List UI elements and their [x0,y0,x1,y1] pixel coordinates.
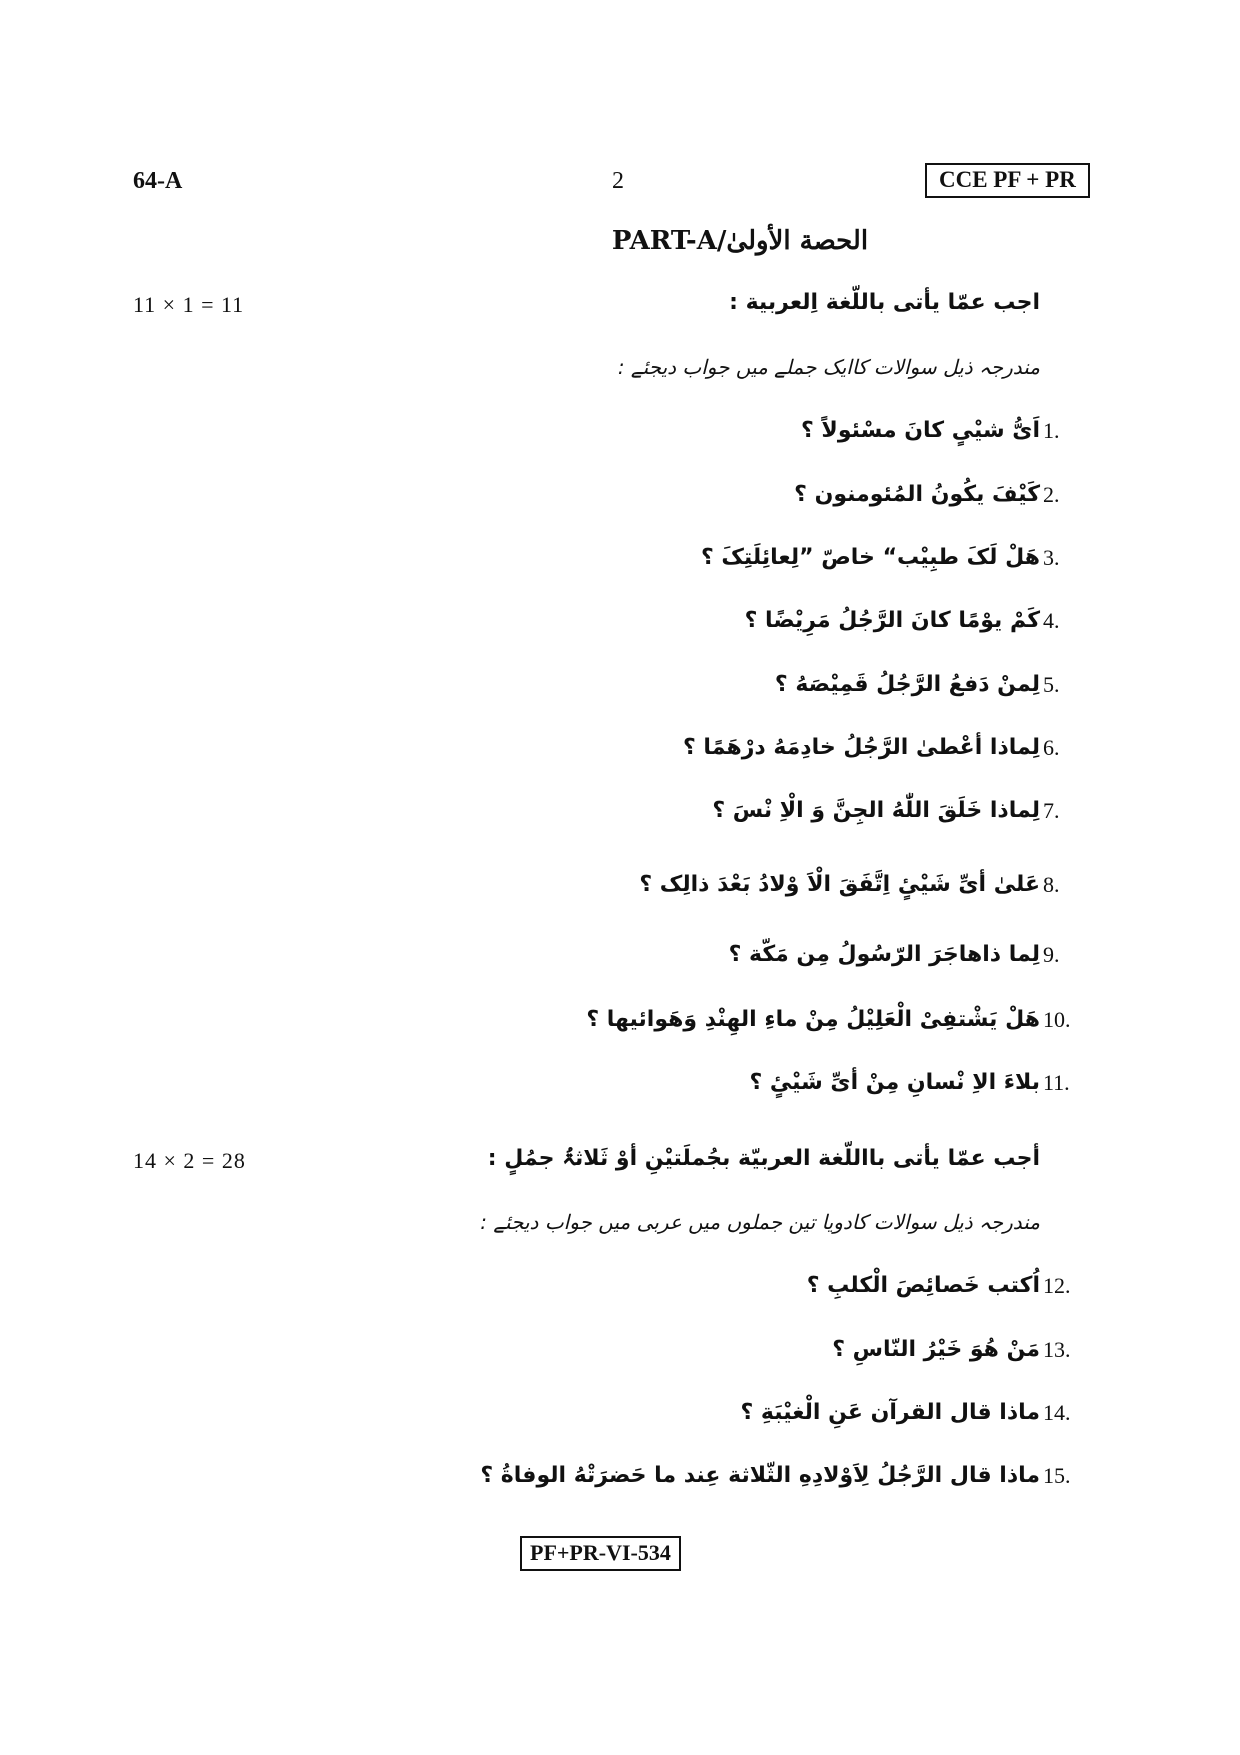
section1-instruction-urdu: مندرجہ ذیل سوالات کاایک جملے میں جواب دیجئے : [617,355,1040,379]
question-number: 5. [1043,672,1060,697]
question-number: 1. [1043,418,1060,443]
question-item [0,1463,1240,1503]
question-item [0,1337,1240,1377]
question-item [0,735,1240,775]
question-number: 12. [1043,1273,1071,1298]
question-text: اُکتب خَصائِصَ الْکلبِ ؟ [806,1273,1040,1298]
question-item [0,872,1240,912]
page-number: 2 [612,168,624,194]
paper-code: 64-A [133,168,183,194]
question-text: عَلیٰ أیِّ شَیْیٍٔ اِتَّفَقَ الْاَ وْلادُ بَعْدَ ذالِک ؟ [639,872,1040,897]
question-number: 8. [1043,872,1060,897]
question-number: 13. [1043,1337,1071,1362]
section1-instruction-arabic: اجب عمّا یأتی باللّغة اِلعربیة : [729,290,1040,315]
question-item [0,672,1240,712]
question-number: 10. [1043,1007,1071,1032]
question-number: 9. [1043,942,1060,967]
question-number: 7. [1043,798,1060,823]
question-number: 3. [1043,545,1060,570]
question-text: لِما ذاهاجَرَ الرّسُولُ مِن مَکّة ؟ [728,942,1040,967]
question-text: بلاءَ الاِ نْسانِ مِنْ أیِّ شَیْیٍٔ ؟ [749,1070,1040,1095]
question-text: اَیُّ شیْیٍ کانَ مسْئولاً ؟ [801,418,1040,443]
question-item [0,798,1240,838]
part-title: الحصة الأولیٰ/PART-A [611,226,869,256]
subject-code-box: CCE PF + PR [925,163,1090,198]
question-number: 4. [1043,608,1060,633]
section2-marks: 14 × 2 = 28 [133,1148,246,1173]
question-text: هَلْ لَکَ طبِیْب“ خاصّ ”لِعائِلَتِکَ ؟ [700,545,1040,570]
section2-instruction-arabic: أجب عمّا یأتی بااللّغة العربیّة بجُملَتیْنِ أوْ ثَلاثۃُ جمُلٍ : [487,1146,1040,1171]
question-text: لِماذا أعْطیٰ الرَّجُلُ خادِمَهُ درْهَمًا ؟ [683,735,1040,760]
section2-instruction-urdu: مندرجہ ذیل سوالات کادویا تین جملوں میں عربی میں جواب دیجئے : [480,1210,1040,1234]
question-number: 15. [1043,1463,1071,1488]
question-text: کَیْفَ یکُونُ المُئومنون ؟ [794,482,1040,507]
question-item [0,1273,1240,1313]
question-text: ماذا قال الرَّجُلُ لِاَوْلادِهِ الثّلاثة عِند ما حَضرَتْهُ الوفاةُ ؟ [480,1463,1040,1488]
question-text: کَمْ یوْمًا کانَ الرَّجُلُ مَرِیْضًا ؟ [744,608,1040,633]
question-item [0,1007,1240,1047]
question-item [0,482,1240,522]
question-number: 2. [1043,482,1060,507]
question-number: 11. [1043,1070,1070,1095]
question-text: هَلْ یَشْتفِیْ الْعَلِیْلُ مِنْ ماءِ الهِنْدِ وَهَوائیها ؟ [586,1007,1040,1032]
question-item [0,1400,1240,1440]
question-item [0,418,1240,458]
section1-marks: 11 × 1 = 11 [133,292,245,317]
question-item [0,942,1240,982]
question-item [0,608,1240,648]
question-number: 6. [1043,735,1060,760]
question-text: مَنْ هُوَ خَیْرُ النّاسِ ؟ [832,1337,1040,1362]
footer-code-box: PF+PR-VI-534 [520,1536,681,1571]
question-text: ماذا قال القرآن عَنِ الْغیْبَةِ ؟ [740,1400,1040,1425]
question-item [0,1070,1240,1110]
question-text: لِماذا خَلَقَ اللّٰهُ الجِنَّ وَ الْاِ نْسَ ؟ [712,798,1040,823]
question-text: لِمنْ دَفعُ الرَّجُلُ قَمِیْصَهُ ؟ [774,672,1040,697]
question-item [0,545,1240,585]
question-number: 14. [1043,1400,1071,1425]
